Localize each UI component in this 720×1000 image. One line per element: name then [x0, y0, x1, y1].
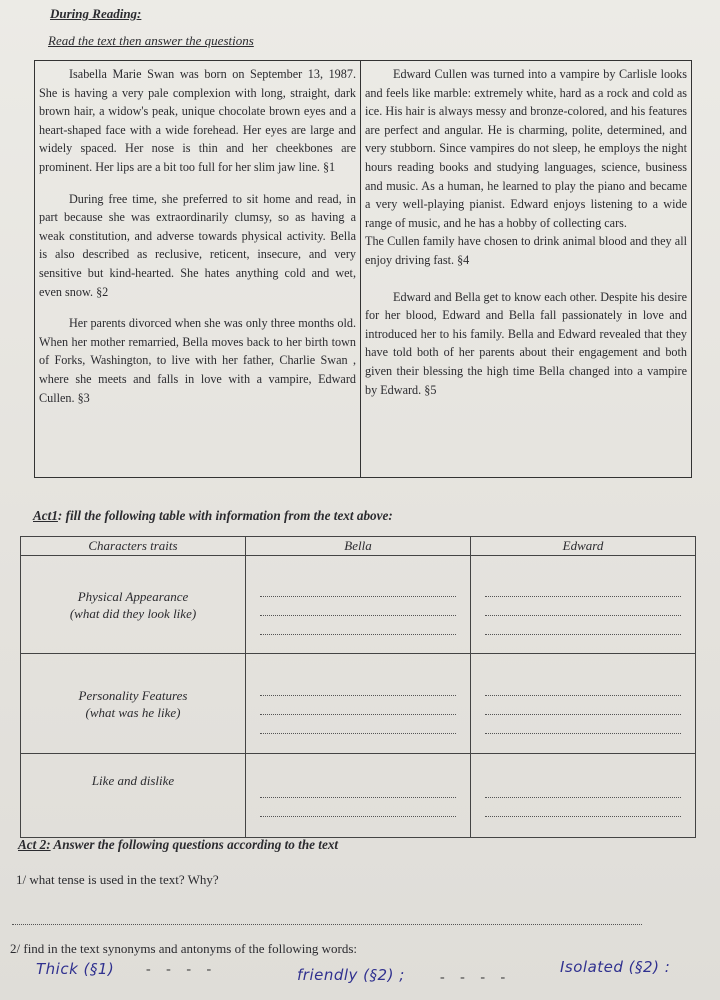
row-label-personality: Personality Features (what was he like) [21, 654, 246, 754]
bella-likes-cell[interactable] [246, 754, 471, 838]
row-label-physical: Physical Appearance (what did they look like) [21, 556, 246, 654]
paragraph-2: During free time, she preferred to sit home and read, in part because she was extraordinarily clumsy, so as having a weak constitution, and adverse towards physical activity. Bella is also described as reclusive, reticent, insecure, and very sensitive but kind-hearted. She hates anything cold and wet, even snow. §2 [39, 191, 356, 299]
answer-line-1[interactable] [12, 924, 642, 925]
reading-text-box [34, 60, 692, 478]
paragraph-1: Isabella Marie Swan was born on September 13, 1987. She is having a very pale complexion with long, straight, dark brown hair, a widow's peak, unique chocolate brown eyes and a heart-shaped face with a wide forehead. Her eyes are large and widely spaced. Her nose is thin and her cheekbones are prominent. Her lips are a bit too full for her slim jaw line. §1 [39, 67, 356, 174]
question-1: 1/ what tense is used in the text? Why? [16, 872, 219, 887]
blank-dots-1: - - - - [146, 962, 218, 977]
header-traits: Characters traits [21, 537, 246, 556]
act1-instruction: : fill the following table with information from the text above: [57, 508, 393, 523]
act1-label: Act1 [33, 508, 58, 523]
text-column-right [361, 61, 691, 477]
act2-heading [18, 837, 338, 853]
act2-instruction: Answer the following questions according to the text [50, 837, 339, 852]
edward-physical-cell[interactable] [471, 556, 696, 654]
paragraph-5: Edward and Bella get to know each other. Despite his desire for her blood, Edward and Bella fall passionately in love and introduced her to his family. Bella and Edward revealed that they have told both of her parents about their engagement and both given their blessing the high time Bella changed into a vampire by Edward. §5 [365, 289, 687, 397]
row-label-like-dislike: Like and dislike [21, 754, 246, 838]
table-row [21, 754, 696, 838]
paragraph-4-end: The Cullen family have chosen to drink animal blood and they all enjoy driving fast. §4 [365, 234, 687, 267]
paragraph-4: Edward Cullen was turned into a vampire by Carlisle looks and feels like marble: extremely white, hard as a rock and cold as ice. His hair is always messy and bronze-colored, and his features are perfect and angular. He is charming, polite, determined, and very stubborn. Since vampires do not sleep, he employs the night hours reading books and studying languages, science, business and music. As a human, he learned to play the piano and became a very well-playing pianist. Edward enjoys listening to a wide range of music, and he has a hobby of collecting cars. [365, 67, 687, 230]
instruction-heading: Read the text then answer the questions [48, 33, 254, 48]
act1-heading [33, 508, 393, 524]
question-2: 2/ find in the text synonyms and antonyms of the following words: [10, 941, 357, 956]
blank-dots-2: - - - - [440, 970, 512, 985]
handwritten-word-1: Thick (§1) [36, 960, 115, 978]
edward-likes-cell[interactable] [471, 754, 696, 838]
text-column-left [35, 61, 361, 477]
handwritten-word-2: friendly (§2) ; [297, 966, 405, 984]
handwritten-word-3: Isolated (§2) : [560, 958, 671, 976]
table-header-row [21, 537, 696, 556]
bella-personality-cell[interactable] [246, 654, 471, 754]
during-reading-heading: During Reading: [50, 6, 142, 21]
table-row [21, 654, 696, 754]
paragraph-3: Her parents divorced when she was only three months old. When her mother remarried, Bella moves back to her birth town of Forks, Washington, to live with her father, Charlie Swan , where she meets and falls in love with a vampire, Edward Cullen. §3 [39, 316, 356, 405]
bella-physical-cell[interactable] [246, 556, 471, 654]
header-bella: Bella [246, 537, 471, 556]
act2-label: Act 2: [18, 837, 51, 852]
table-row [21, 556, 696, 654]
header-edward: Edward [471, 537, 696, 556]
traits-table [20, 536, 696, 838]
edward-personality-cell[interactable] [471, 654, 696, 754]
